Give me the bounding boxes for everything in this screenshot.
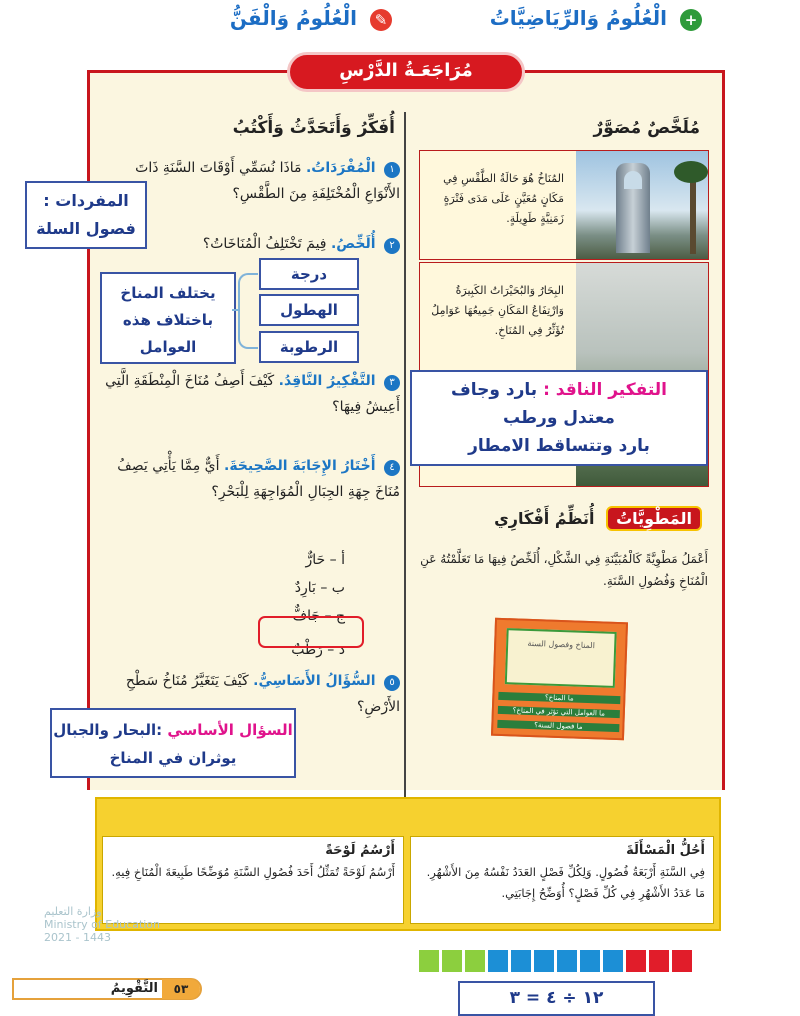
palette-icon: ✎ xyxy=(370,9,392,31)
math-title-text: الْعُلُومُ وَالرِّيَاضِيَّاتُ xyxy=(489,6,668,30)
watermark-line1: وزارة التعليم xyxy=(44,905,102,918)
watermark-line2: Ministry of Education xyxy=(44,918,161,931)
question-4-text: أَيٌّ مِمَّا يَأْتِي يَصِفُ مُنَاخَ جِهَةِ الجِبَالِ الْمُوَاجِهَةِ لِلْبَحْرِ؟ xyxy=(117,458,400,500)
foldables-title: أُنَظِّمُ أَفْكَارِي xyxy=(494,509,595,528)
color-square xyxy=(603,950,623,972)
critical-label: التفكير الناقد : xyxy=(543,380,667,400)
factor-temperature: درجة xyxy=(259,258,359,290)
option-d[interactable]: د – رَطْبٌ xyxy=(291,642,345,658)
factors-bracket xyxy=(238,273,258,349)
climate-definition-text: المُنَاخُ هُوَ حَالَةُ الطَّقْسِ فِي مَكَانٍ مُعَيَّنٍ عَلَى مَدَى فَتْرَةٍ زَمَنِيَّةٍ طَوِيلَةٍ. xyxy=(443,172,564,225)
color-square xyxy=(419,950,439,972)
question-2-key: أُلَخِّصُ. xyxy=(330,236,376,252)
question-1-key: الْمُفْرَدَاتُ. xyxy=(305,160,376,176)
lesson-review-title: مُرَاجَعَـةُ الدَّرْسِ xyxy=(287,52,525,92)
question-3-key: التَّفْكِيرُ النَّاقِدُ. xyxy=(278,373,376,389)
option-c[interactable]: ج – جَافٌّ xyxy=(292,608,345,624)
vocab-answer-line1: المفردات : xyxy=(43,191,129,210)
page-footer xyxy=(12,978,202,1000)
foldables-badge: المَطْوِيَّاتُ xyxy=(606,506,702,531)
question-4-number: ٤ xyxy=(384,460,400,476)
color-square xyxy=(557,950,577,972)
art-text: أَرْسُمُ لَوْحَةً تُمَثِّلُ أَحَدَ فُصُولِ السَّنَةِ مُوَضِّحًا طَبِيعَةَ الْمُنَاخِ فِيهِ. xyxy=(111,865,395,879)
option-b[interactable]: ب – بَارِدٌ xyxy=(294,580,345,596)
tower-opening xyxy=(624,171,642,189)
question-2-number: ٢ xyxy=(384,238,400,254)
math-head: أَحُلُّ الْمَسْأَلَةَ xyxy=(626,843,705,858)
color-square xyxy=(649,950,669,972)
foldables-text: أَعْمَلُ مَطْوِيَّةً كَالْمُبَيَّنَةِ فِي الشَّكْلِ، أُلَخِّصُ فِيهَا مَا تَعَلَّمْتُهُ عَنِ الْمُنَاخِ وَفُصُولِ السَّنَةِ. xyxy=(420,552,708,588)
math-text: فِي السَّنَةِ أَرْبَعَةُ فُصُولٍ. وَلِكُلِّ فَصْلٍ العَدَدُ نَفْسُهُ مِنَ الأَشْهُرِ. مَا عَدَدُ الأَشْهُرِ فِي كُلِّ فَصْلٍ؟ أُوَضِّحُ إِجَابَتِي. xyxy=(426,865,705,900)
think-heading: أُفَكِّرُ وَأَتَحَدَّثُ وَأَكْتُبُ xyxy=(232,118,395,138)
question-5-number: ٥ xyxy=(384,675,400,691)
color-square xyxy=(465,950,485,972)
watermark-line3: 2021 - 1443 xyxy=(44,931,111,944)
vocab-answer-line2: فصول السلة xyxy=(36,219,136,238)
foldable-card-q3: ما فصول السنة؟ xyxy=(497,720,619,732)
climate-answer-line1: يختلف المناخ xyxy=(120,284,216,302)
climate-factors-text: البِحَارُ وَالبُحَيْرَاتُ الكَبِيرَةُ وَارْتِفَاعُ المَكَانِ جَمِيعُهَا عَوَامِلُ تُؤَثِّرُ فِي المُنَاخِ. xyxy=(431,284,564,337)
core-answer-line2: يوثران في المناخ xyxy=(109,749,237,767)
question-3 xyxy=(100,368,400,420)
factor-precipitation: الهطول xyxy=(259,294,359,326)
art-title xyxy=(110,6,392,36)
critical-thinking-answer-box xyxy=(410,370,708,466)
question-4 xyxy=(100,453,400,505)
art-head: أَرْسُمُ لَوْحَةً xyxy=(325,843,395,858)
division-equation-box: ١٢ ÷ ٤ = ٣ xyxy=(458,981,655,1016)
factors-bracket-tip xyxy=(232,309,240,311)
question-2-text: فِيمَ تَخْتَلِفُ الْمُنَاخَاتُ؟ xyxy=(202,236,327,252)
footer-section-label: التَّقْوِيمُ xyxy=(110,981,158,996)
riyadh-tower-photo xyxy=(576,151,708,259)
question-5-key: السُّؤَالُ الأَسَاسِيُّ. xyxy=(253,673,376,689)
summary-photo-climate xyxy=(419,150,709,260)
palm-leaves xyxy=(674,161,708,183)
vocab-answer-box xyxy=(25,181,147,249)
color-square xyxy=(626,950,646,972)
selected-answer-highlight xyxy=(258,616,364,648)
color-square xyxy=(442,950,462,972)
color-square xyxy=(488,950,508,972)
question-3-text: كَيْفَ أَصِفُ مُنَاخَ الْمِنْطَقَةِ الَّتِي أَعِيشُ فِيهَا؟ xyxy=(105,373,400,415)
color-square xyxy=(534,950,554,972)
foldable-card-q1: ما المناخ؟ xyxy=(498,692,620,704)
color-square xyxy=(511,950,531,972)
option-a[interactable]: أ – حَارٌّ xyxy=(305,552,345,568)
foldable-card-image xyxy=(491,618,628,741)
art-title-text: الْعُلُومُ وَالْفَنُّ xyxy=(229,6,358,30)
question-3-number: ٣ xyxy=(384,375,400,391)
core-answer-label: السؤال الأساسي xyxy=(167,721,293,739)
factor-humidity: الرطوبة xyxy=(259,331,359,363)
math-panel xyxy=(410,836,714,924)
climate-answer-line2: باختلاف هذه xyxy=(122,311,214,329)
core-question-answer-box xyxy=(50,708,296,778)
question-1-text: مَاذَا نُسَمِّي أَوْقَاتَ السَّنَةِ ذَاتَ الأَنْوَاعِ الْمُخْتَلِفَةِ مِنَ الطَّقْسِ؟ xyxy=(135,160,400,202)
climate-answer-line3: العوامل xyxy=(139,338,197,356)
math-title xyxy=(420,6,702,36)
summary-heading: مُلَخَّصٌ مُصَوَّرٌ xyxy=(593,118,700,138)
critical-line1: بارد وجاف xyxy=(451,380,538,400)
plus-icon: + xyxy=(680,9,702,31)
question-1-number: ١ xyxy=(384,162,400,178)
question-5-text: كَيْفَ يَتَغَيَّرُ مُنَاخُ سَطْحِ الأَرْضِ؟ xyxy=(125,673,400,715)
ministry-watermark xyxy=(44,905,164,944)
climate-answer-box xyxy=(100,272,236,364)
page-number: ٥٣ xyxy=(162,979,200,999)
question-4-key: أَخْتَارُ الإِجَابَةَ الصَّحِيحَةَ. xyxy=(224,458,376,474)
critical-line3: بارد وتتساقط الامطار xyxy=(468,436,650,456)
critical-line2: معتدل ورطب xyxy=(503,408,615,428)
foldable-card-cover: المناخ وفصول السنة xyxy=(505,628,617,688)
color-square xyxy=(672,950,692,972)
foldables-heading xyxy=(490,506,702,538)
color-square xyxy=(580,950,600,972)
foldable-card-q2: ما العوامل التي تؤثر في المناخ؟ xyxy=(498,706,620,718)
core-answer-line1: :البحار والجبال xyxy=(53,721,163,739)
column-divider xyxy=(404,112,406,802)
